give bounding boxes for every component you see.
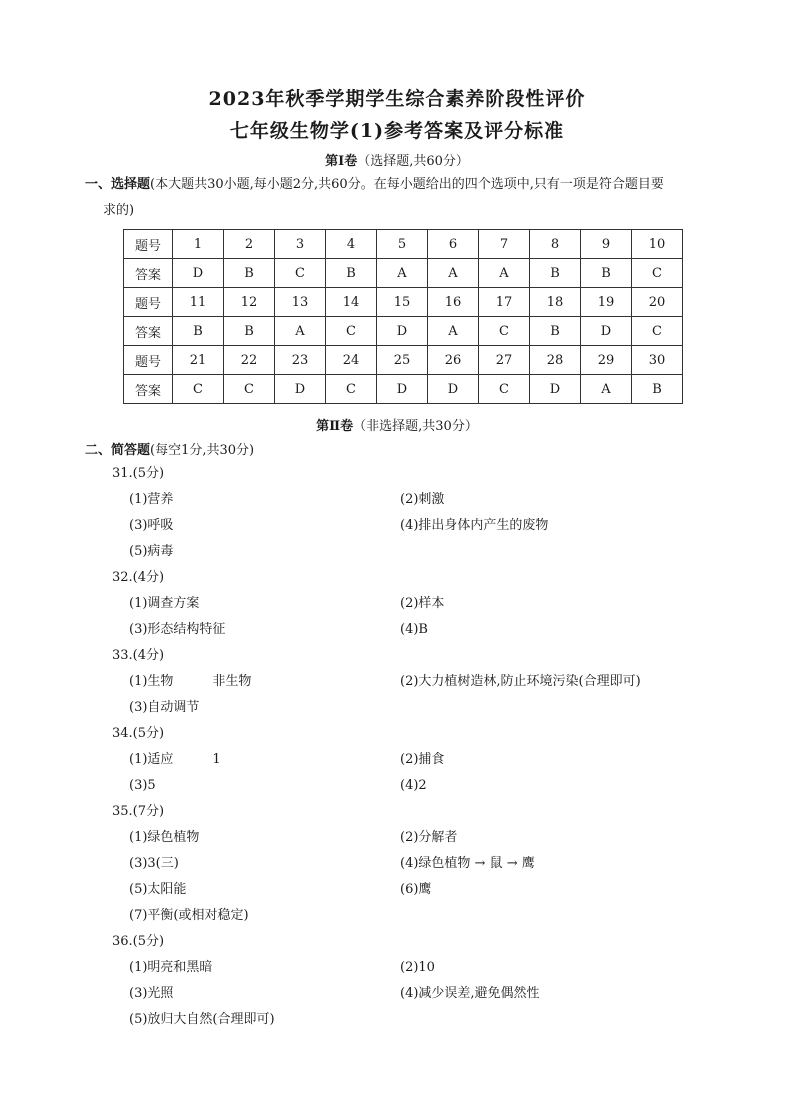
table-cell: D xyxy=(377,375,428,404)
table-cell: A xyxy=(377,259,428,288)
answer-item: (4)减少误差,避免偶然性 xyxy=(400,986,540,1001)
answer-item: (4)排出身体内产生的废物 xyxy=(400,518,549,533)
question-number: 34.(5分) xyxy=(112,726,165,741)
table-cell: 12 xyxy=(224,288,275,317)
table-cell: C xyxy=(173,375,224,404)
table-cell: 10 xyxy=(632,230,683,259)
question-number: 32.(4分) xyxy=(112,570,165,585)
part2-note: （非选择题,共30分） xyxy=(353,419,478,434)
table-cell: A xyxy=(479,259,530,288)
answer-item: (1)绿色植物 xyxy=(129,830,200,845)
table-cell: C xyxy=(326,375,377,404)
answer-item: (5)病毒 xyxy=(129,544,174,559)
table-cell: 19 xyxy=(581,288,632,317)
table-cell: 15 xyxy=(377,288,428,317)
table-cell: B xyxy=(530,317,581,346)
table-cell: 13 xyxy=(275,288,326,317)
page-title: 2023年秋季学期学生综合素养阶段性评价 xyxy=(208,88,586,110)
section1-head: 一、选择题 xyxy=(85,177,151,192)
table-cell: C xyxy=(632,259,683,288)
table-cell: 23 xyxy=(275,346,326,375)
table-cell: B xyxy=(530,259,581,288)
table-cell: 17 xyxy=(479,288,530,317)
table-cell: D xyxy=(428,375,479,404)
table-cell: C xyxy=(326,317,377,346)
table-row-label: 答案 xyxy=(124,375,173,404)
table-cell: B xyxy=(224,317,275,346)
table-cell: B xyxy=(581,259,632,288)
table-cell: A xyxy=(275,317,326,346)
answer-item: (1)生物 非生物 xyxy=(129,674,252,689)
table-row-label: 题号 xyxy=(124,288,173,317)
question-number: 35.(7分) xyxy=(112,804,165,819)
answer-item: (2)样本 xyxy=(400,596,445,611)
answer-item: (5)放归大自然(合理即可) xyxy=(129,1012,275,1027)
table-cell: 11 xyxy=(173,288,224,317)
answer-item: (1)明亮和黑暗 xyxy=(129,960,213,975)
answer-item: (2)捕食 xyxy=(400,752,445,767)
question-number: 33.(4分) xyxy=(112,648,165,663)
table-row xyxy=(124,230,683,259)
table-cell: 22 xyxy=(224,346,275,375)
part1-label: 第Ⅰ卷 xyxy=(325,154,358,169)
table-cell: 18 xyxy=(530,288,581,317)
table-cell: 9 xyxy=(581,230,632,259)
question-number: 36.(5分) xyxy=(112,934,165,949)
table-row-label: 题号 xyxy=(124,230,173,259)
table-row-label: 答案 xyxy=(124,317,173,346)
table-cell: 1 xyxy=(173,230,224,259)
table-row xyxy=(124,375,683,404)
answer-item: (4)B xyxy=(400,622,428,637)
answer-item: (3)自动调节 xyxy=(129,700,200,715)
answer-item: (1)适应 1 xyxy=(129,752,221,767)
table-row xyxy=(124,259,683,288)
answer-table xyxy=(123,229,683,404)
table-cell: 14 xyxy=(326,288,377,317)
table-cell: B xyxy=(224,259,275,288)
answer-item: (4)绿色植物 → 鼠 → 鹰 xyxy=(400,856,535,871)
table-cell: C xyxy=(479,317,530,346)
answer-item: (3)形态结构特征 xyxy=(129,622,226,637)
table-cell: C xyxy=(275,259,326,288)
table-cell: D xyxy=(530,375,581,404)
table-cell: 20 xyxy=(632,288,683,317)
table-row xyxy=(124,317,683,346)
section1-intro xyxy=(85,172,725,224)
table-cell: C xyxy=(224,375,275,404)
table-cell: C xyxy=(479,375,530,404)
question-number: 31.(5分) xyxy=(112,466,165,481)
table-cell: A xyxy=(428,259,479,288)
table-cell: 7 xyxy=(479,230,530,259)
answer-item: (1)调查方案 xyxy=(129,596,200,611)
table-cell: 28 xyxy=(530,346,581,375)
table-cell: 6 xyxy=(428,230,479,259)
table-row xyxy=(124,288,683,317)
table-cell: 16 xyxy=(428,288,479,317)
table-cell: D xyxy=(377,317,428,346)
table-cell: 5 xyxy=(377,230,428,259)
section2-intro xyxy=(85,438,254,464)
table-cell: 4 xyxy=(326,230,377,259)
answer-item: (4)2 xyxy=(400,778,427,793)
section1-desc2: 求的) xyxy=(103,203,135,218)
answer-item: (1)营养 xyxy=(129,492,174,507)
table-cell: B xyxy=(632,375,683,404)
answer-item: (3)呼吸 xyxy=(129,518,174,533)
table-cell: 27 xyxy=(479,346,530,375)
table-cell: C xyxy=(632,317,683,346)
table-row xyxy=(124,346,683,375)
answer-item: (2)10 xyxy=(400,960,435,975)
part1-note: （选择题,共60分） xyxy=(357,154,469,169)
table-cell: 24 xyxy=(326,346,377,375)
answer-item: (7)平衡(或相对稳定) xyxy=(129,908,249,923)
table-cell: 30 xyxy=(632,346,683,375)
answer-item: (3)5 xyxy=(129,778,156,793)
section1-desc1: (本大题共30小题,每小题2分,共60分。在每小题给出的四个选项中,只有一项是符合题目要 xyxy=(150,177,664,192)
table-cell: 21 xyxy=(173,346,224,375)
table-cell: D xyxy=(581,317,632,346)
table-cell: B xyxy=(326,259,377,288)
section2-head: 二、简答题 xyxy=(85,443,151,458)
table-cell: 2 xyxy=(224,230,275,259)
answer-item: (6)鹰 xyxy=(400,882,432,897)
table-cell: 25 xyxy=(377,346,428,375)
table-cell: D xyxy=(173,259,224,288)
page-subtitle: 七年级生物学(1)参考答案及评分标准 xyxy=(229,120,565,142)
table-cell: D xyxy=(275,375,326,404)
table-cell: 3 xyxy=(275,230,326,259)
answer-item: (2)分解者 xyxy=(400,830,458,845)
part2-label: 第Ⅱ卷 xyxy=(316,419,354,434)
table-cell: 26 xyxy=(428,346,479,375)
table-cell: A xyxy=(428,317,479,346)
part2-heading xyxy=(0,415,794,434)
section2-desc: (每空1分,共30分) xyxy=(150,443,255,458)
table-cell: A xyxy=(581,375,632,404)
answer-item: (2)大力植树造林,防止环境污染(合理即可) xyxy=(400,674,641,689)
table-cell: B xyxy=(173,317,224,346)
part1-heading xyxy=(0,150,794,169)
answer-item: (5)太阳能 xyxy=(129,882,187,897)
table-row-label: 题号 xyxy=(124,346,173,375)
answer-item: (3)光照 xyxy=(129,986,174,1001)
answer-item: (2)刺激 xyxy=(400,492,445,507)
table-cell: 8 xyxy=(530,230,581,259)
table-row-label: 答案 xyxy=(124,259,173,288)
table-cell: 29 xyxy=(581,346,632,375)
answer-item: (3)3(三) xyxy=(129,856,179,871)
